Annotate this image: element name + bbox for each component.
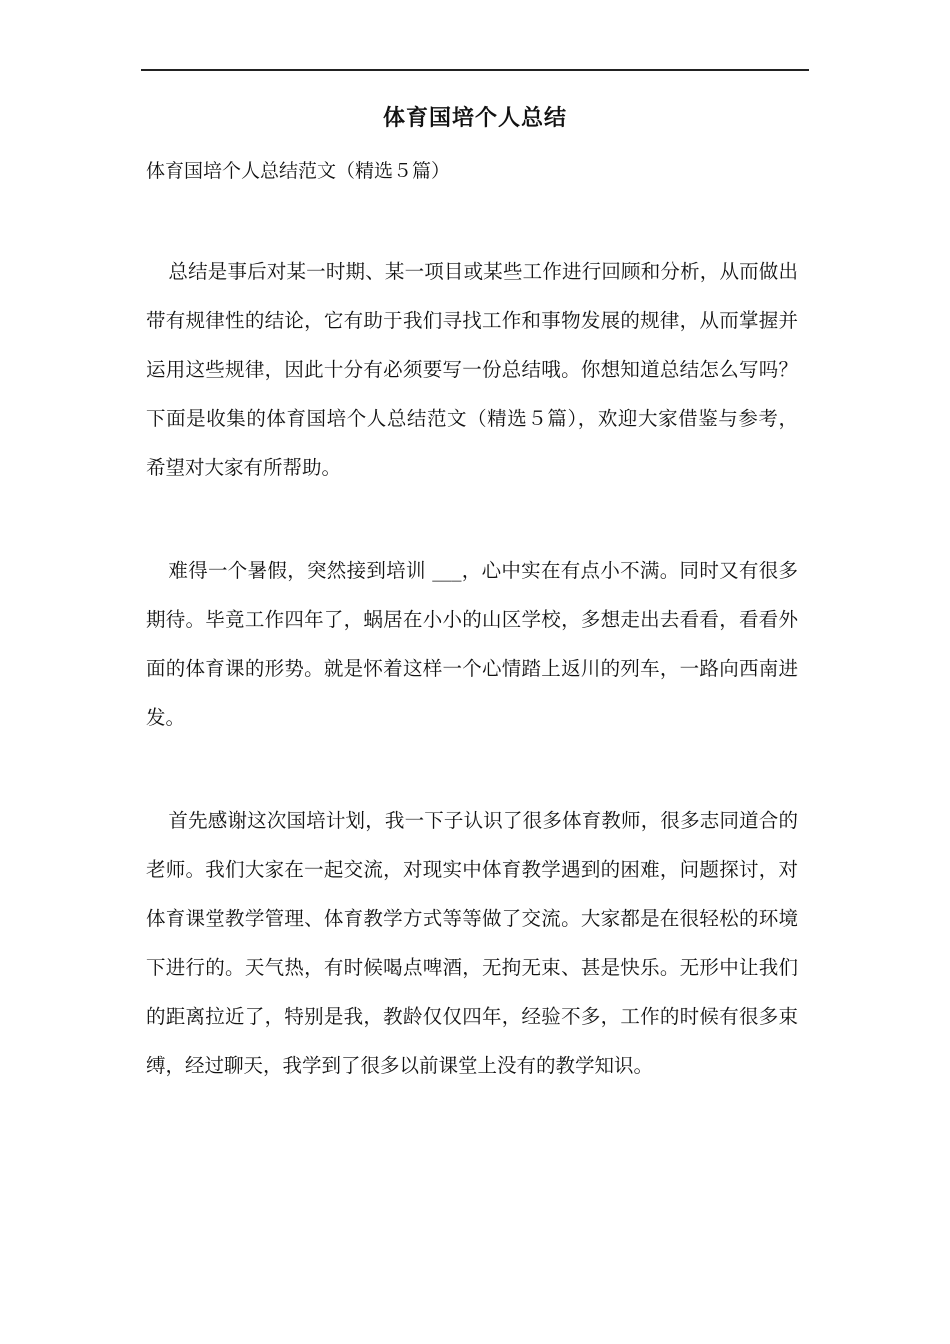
paragraph-summer-training: 难得一个暑假，突然接到培训 ___，心中实在有点小不满。同时又有很多期待。毕竟工作四年了，蜗居在小小的山区学校，多想走出去看看，看看外面的体育课的形势。就是怀着这样一个心情踏上返川的列车，一路向西南进发。 (146, 559, 798, 729)
paragraph-gratitude: 首先感谢这次国培计划，我一下子认识了很多体育教师，很多志同道合的老师。我们大家在一起交流，对现实中体育教学遇到的困难，问题探讨，对体育课堂教学管理、体育教学方式等等做了交流。大家都是在很轻松的环境下进行的。天气热，有时候喝点啤酒，无拘无束、甚是快乐。无形中让我们的距离拉近了，特别是我，教龄仅仅四年，经验不多，工作的时候有很多束缚，经过聊天，我学到了很多以前课堂上没有的教学知识。 (146, 809, 798, 1077)
header-rule (141, 69, 809, 71)
document-title: 体育国培个人总结 (382, 105, 567, 131)
paragraph-intro: 总结是事后对某一时期、某一项目或某些工作进行回顾和分析，从而做出带有规律性的结论，它有助于我们寻找工作和事物发展的规律，从而掌握并运用这些规律，因此十分有必须要写一份总结哦。你想知道总结怎么写吗？下面是收集的体育国培个人总结范文（精选５篇），欢迎大家借鉴与参考，希望对大家有所帮助。 (146, 260, 798, 479)
document-subtitle: 体育国培个人总结范文（精选５篇） (146, 160, 451, 182)
